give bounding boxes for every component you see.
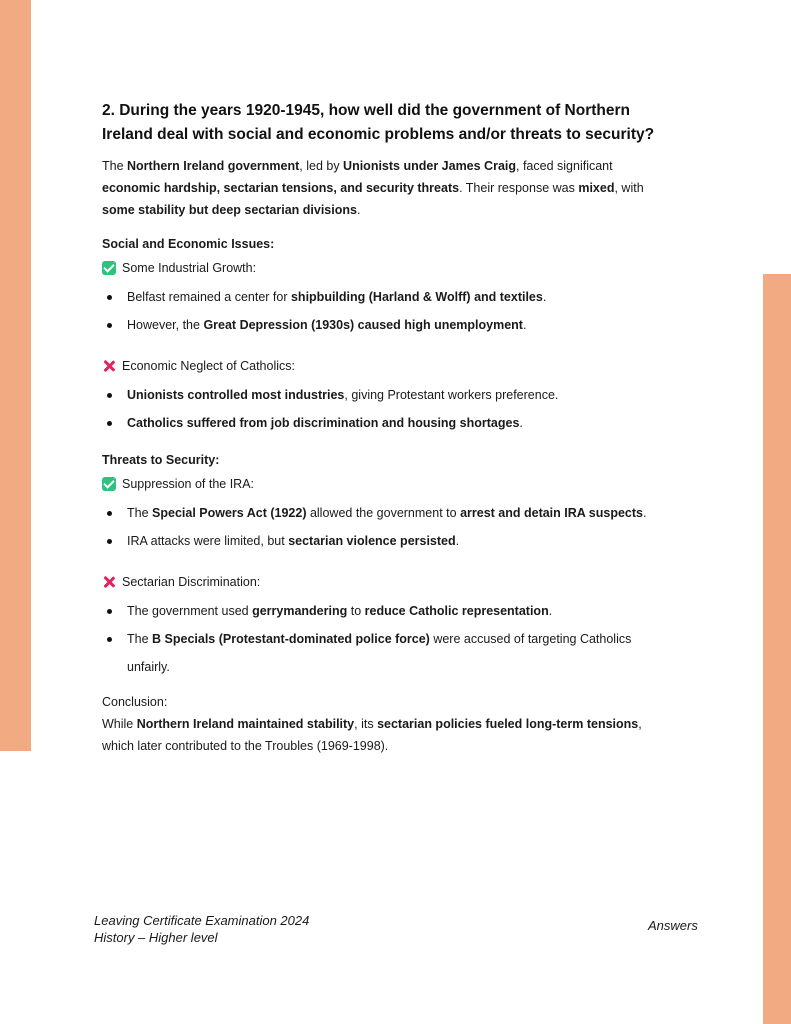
cross-mark-icon [102,575,116,589]
list-item: The B Specials (Protestant-dominated police force) were accused of targeting Catholics unfairly. [102,625,672,681]
answer-content [102,99,672,757]
subhead-sectarian-discrimination: Sectarian Discrimination: [102,573,672,591]
conclusion-paragraph: While Northern Ireland maintained stability, its sectarian policies fueled long-term tensions, which later contributed to the Troubles (1969-1998). [102,717,642,753]
list-industrial-growth [102,283,672,339]
subhead-economic-neglect: Economic Neglect of Catholics: [102,357,672,375]
question-heading: 2. During the years 1920-1945, how well did the government of Northern Ireland deal with social and economic problems and/or threats to security? [102,102,655,143]
check-mark-icon [102,477,116,491]
list-economic-neglect [102,381,672,437]
footer-exam-level: History – Higher level [94,930,218,945]
footer-answers-label: Answers [648,918,698,933]
section-title-social: Social and Economic Issues: [102,237,275,251]
list-item: Belfast remained a center for shipbuilding (Harland & Wolff) and textiles. [102,283,672,311]
list-item: Unionists controlled most industries, giving Protestant workers preference. [102,381,672,409]
subhead-industrial-growth: Some Industrial Growth: [102,259,672,277]
right-accent-bar [763,274,791,1024]
list-item: IRA attacks were limited, but sectarian violence persisted. [102,527,672,555]
footer-exam-title: Leaving Certificate Examination 2024 [94,913,310,928]
list-item: However, the Great Depression (1930s) caused high unemployment. [102,311,672,339]
left-accent-bar [0,0,31,751]
check-mark-icon [102,261,116,275]
conclusion-title: Conclusion: [102,695,168,709]
list-item: Catholics suffered from job discrimination and housing shortages. [102,409,672,437]
subhead-suppression-ira: Suppression of the IRA: [102,475,672,493]
footer-exam-info [94,912,309,946]
section-title-security: Threats to Security: [102,453,220,467]
cross-mark-icon [102,359,116,373]
list-item: The Special Powers Act (1922) allowed the government to arrest and detain IRA suspects. [102,499,672,527]
list-sectarian-discrimination [102,597,672,681]
intro-paragraph: The Northern Ireland government, led by Unionists under James Craig, faced significant economic hardship, sectarian tensions, and security threats. Their response was mixed, with some stability but deep sectarian divisions. [102,159,644,217]
list-item: The government used gerrymandering to reduce Catholic representation. [102,597,672,625]
list-suppression-ira [102,499,672,555]
